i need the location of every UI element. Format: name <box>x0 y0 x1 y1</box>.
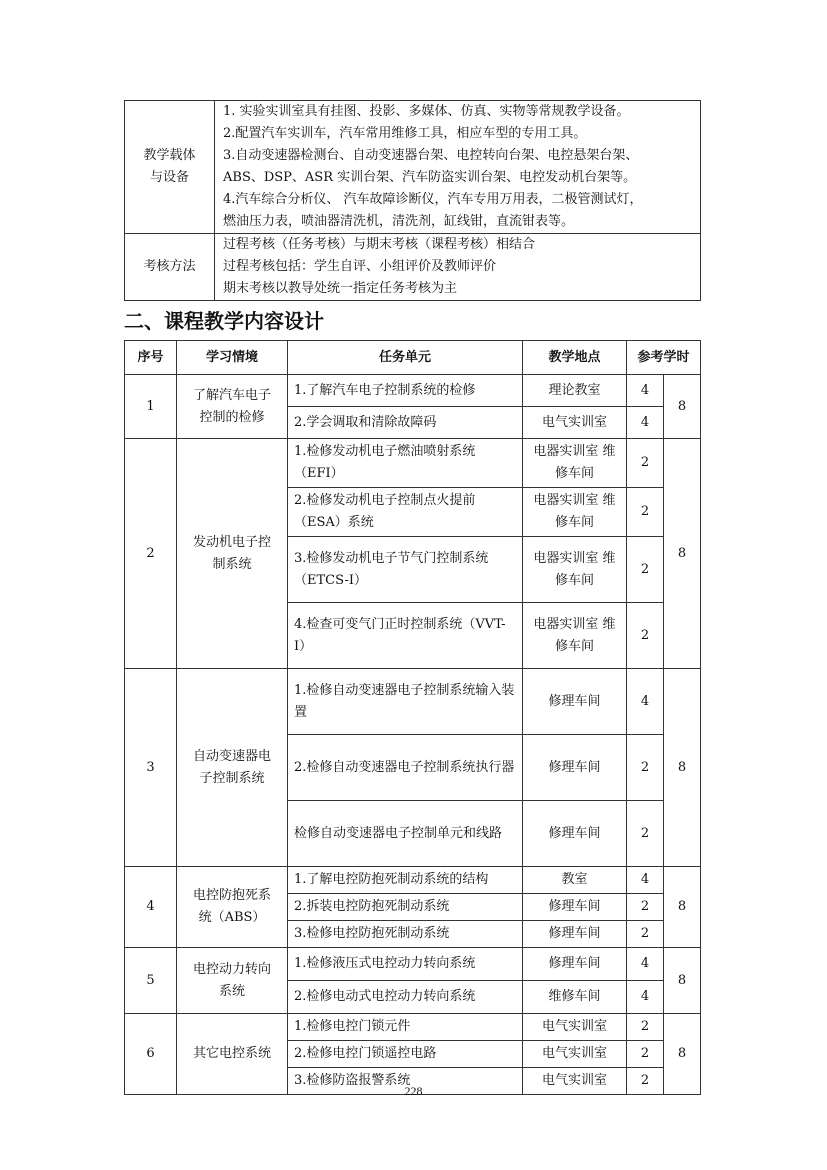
task-hours: 2 <box>627 488 664 537</box>
teaching-place: 电气实训室 <box>523 1068 627 1095</box>
teaching-place: 修理车间 <box>523 735 627 801</box>
task-hours: 2 <box>627 894 664 921</box>
carrier-line: 1. 实验实训室具有挂图、投影、多媒体、仿真、实物等常规教学设备。 <box>223 104 630 119</box>
section-heading: 二、课程教学内容设计 <box>124 309 324 333</box>
situation-line: 其它电控系统 <box>192 1046 271 1061</box>
total-hours: 8 <box>664 867 701 948</box>
task-unit: 1.了解电控防抱死制动系统的结构 <box>288 867 523 894</box>
header-no: 序号 <box>125 341 177 375</box>
carrier-line: 2.配置汽车实训车，汽车常用维修工具，相应车型的专用工具。 <box>223 126 587 141</box>
task-unit: 2.学会调取和清除故障码 <box>288 407 523 439</box>
assessment-line: 过程考核包括：学生自评、小组评价及教师评价 <box>223 259 497 274</box>
task-hours: 4 <box>627 981 664 1014</box>
carrier-line: 3.自动变速器检测台、自动变速器台架、电控转向台架、电控悬架台架、 <box>223 148 639 163</box>
task-hours: 2 <box>627 801 664 867</box>
task-unit: 3.检修发动机电子节气门控制系统（ETCS-I） <box>288 537 523 603</box>
situation-line: 统（ABS） <box>198 910 266 925</box>
task-hours: 4 <box>627 867 664 894</box>
task-unit: 2.检修自动变速器电子控制系统执行器 <box>288 735 523 801</box>
task-hours: 2 <box>627 1014 664 1041</box>
task-hours: 4 <box>627 669 664 735</box>
header-hours: 参考学时 <box>627 341 701 375</box>
task-hours: 4 <box>627 375 664 407</box>
teaching-place: 电器实训室 维修车间 <box>523 603 627 669</box>
total-hours: 8 <box>664 439 701 669</box>
task-hours: 2 <box>627 735 664 801</box>
task-hours: 2 <box>627 537 664 603</box>
task-hours: 4 <box>627 948 664 981</box>
task-hours: 2 <box>627 1068 664 1095</box>
assessment-content <box>215 234 701 301</box>
situation-line: 自动变速器电 <box>192 748 271 764</box>
task-hours: 2 <box>627 1041 664 1068</box>
row-number: 2 <box>125 439 177 669</box>
carrier-line: 燃油压力表，喷油器清洗机，清洗剂，缸线钳，直流钳表等。 <box>223 214 575 229</box>
task-unit: 1.检修电控门锁元件 <box>288 1014 523 1041</box>
task-unit: 3.检修电控防抱死制动系统 <box>288 921 523 948</box>
course-content-table <box>124 340 701 1095</box>
assessment-line: 过程考核（任务考核）与期末考核（课程考核）相结合 <box>223 237 536 252</box>
task-hours: 2 <box>627 921 664 948</box>
table-row <box>125 375 701 407</box>
situation-line: 制系统 <box>212 556 252 572</box>
learning-situation <box>177 439 288 669</box>
teaching-place: 电气实训室 <box>523 407 627 439</box>
header-task: 任务单元 <box>288 341 523 375</box>
teaching-place: 电气实训室 <box>523 1041 627 1068</box>
row-number: 4 <box>125 867 177 948</box>
header-situation: 学习情境 <box>177 341 288 375</box>
table-row <box>125 439 701 488</box>
learning-situation <box>177 669 288 867</box>
learning-situation <box>177 948 288 1014</box>
learning-situation <box>177 867 288 948</box>
header-place: 教学地点 <box>523 341 627 375</box>
situation-line: 控制的检修 <box>199 409 265 425</box>
table-row <box>125 867 701 894</box>
task-unit: 2.拆装电控防抱死制动系统 <box>288 894 523 921</box>
learning-situation <box>177 375 288 439</box>
teaching-place: 理论教室 <box>523 375 627 407</box>
situation-line: 发动机电子控 <box>192 534 271 550</box>
total-hours: 8 <box>664 948 701 1014</box>
task-unit: 2.检修电动式电控动力转向系统 <box>288 981 523 1014</box>
learning-situation <box>177 1014 288 1095</box>
teaching-place: 电器实训室 维修车间 <box>523 488 627 537</box>
task-unit: 2.检修发动机电子控制点火提前（ESA）系统 <box>288 488 523 537</box>
task-unit: 1.了解汽车电子控制系统的检修 <box>288 375 523 407</box>
carrier-label: 教学载体 与设备 <box>125 101 215 234</box>
teaching-place: 维修车间 <box>523 981 627 1014</box>
teaching-place: 修理车间 <box>523 948 627 981</box>
row-number: 6 <box>125 1014 177 1095</box>
row-number: 3 <box>125 669 177 867</box>
task-unit: 1.检修发动机电子燃油喷射系统（EFI） <box>288 439 523 488</box>
carrier-line: 4.汽车综合分析仪、 汽车故障诊断仪，汽车专用万用表，二极管测试灯， <box>223 192 643 207</box>
total-hours: 8 <box>664 669 701 867</box>
situation-line: 系统 <box>218 983 245 999</box>
teaching-place: 教室 <box>523 867 627 894</box>
situation-line: 电控动力转向 <box>192 961 271 977</box>
task-unit: 1.检修液压式电控动力转向系统 <box>288 948 523 981</box>
page-number: 228 <box>404 1084 423 1098</box>
situation-line: 子控制系统 <box>199 770 265 786</box>
row-number: 1 <box>125 375 177 439</box>
table-row <box>125 669 701 735</box>
task-unit: 1.检修自动变速器电子控制系统输入装置 <box>288 669 523 735</box>
assessment-label: 考核方法 <box>125 234 215 301</box>
task-hours: 2 <box>627 439 664 488</box>
row-number: 5 <box>125 948 177 1014</box>
task-unit: 检修自动变速器电子控制单元和线路 <box>288 801 523 867</box>
teaching-place: 电器实训室 维修车间 <box>523 537 627 603</box>
teaching-place: 电器实训室 维修车间 <box>523 439 627 488</box>
assessment-line: 期末考核以教导处统一指定任务考核为主 <box>223 281 458 296</box>
situation-line: 电控防抱死系 <box>192 888 271 903</box>
carrier-assessment-table <box>124 100 701 301</box>
task-hours: 2 <box>627 603 664 669</box>
table-body <box>125 375 701 1095</box>
situation-line: 了解汽车电子 <box>192 387 271 403</box>
carrier-row <box>125 101 701 234</box>
task-unit: 4.检查可变气门正时控制系统（VVT-I） <box>288 603 523 669</box>
table-row <box>125 1014 701 1041</box>
task-unit: 2.检修电控门锁遥控电路 <box>288 1041 523 1068</box>
teaching-place: 修理车间 <box>523 921 627 948</box>
task-unit: 3.检修防盗报警系统 <box>288 1068 523 1095</box>
total-hours: 8 <box>664 1014 701 1095</box>
teaching-place: 修理车间 <box>523 894 627 921</box>
table-header-row <box>125 341 701 375</box>
task-hours: 4 <box>627 407 664 439</box>
teaching-place: 电气实训室 <box>523 1014 627 1041</box>
carrier-line: ABS、DSP、ASR 实训台架、汽车防盗实训台架、电控发动机台架等。 <box>223 170 637 185</box>
carrier-content <box>215 101 701 234</box>
teaching-place: 修理车间 <box>523 669 627 735</box>
table-row <box>125 948 701 981</box>
teaching-place: 修理车间 <box>523 801 627 867</box>
total-hours: 8 <box>664 375 701 439</box>
assessment-row <box>125 234 701 301</box>
